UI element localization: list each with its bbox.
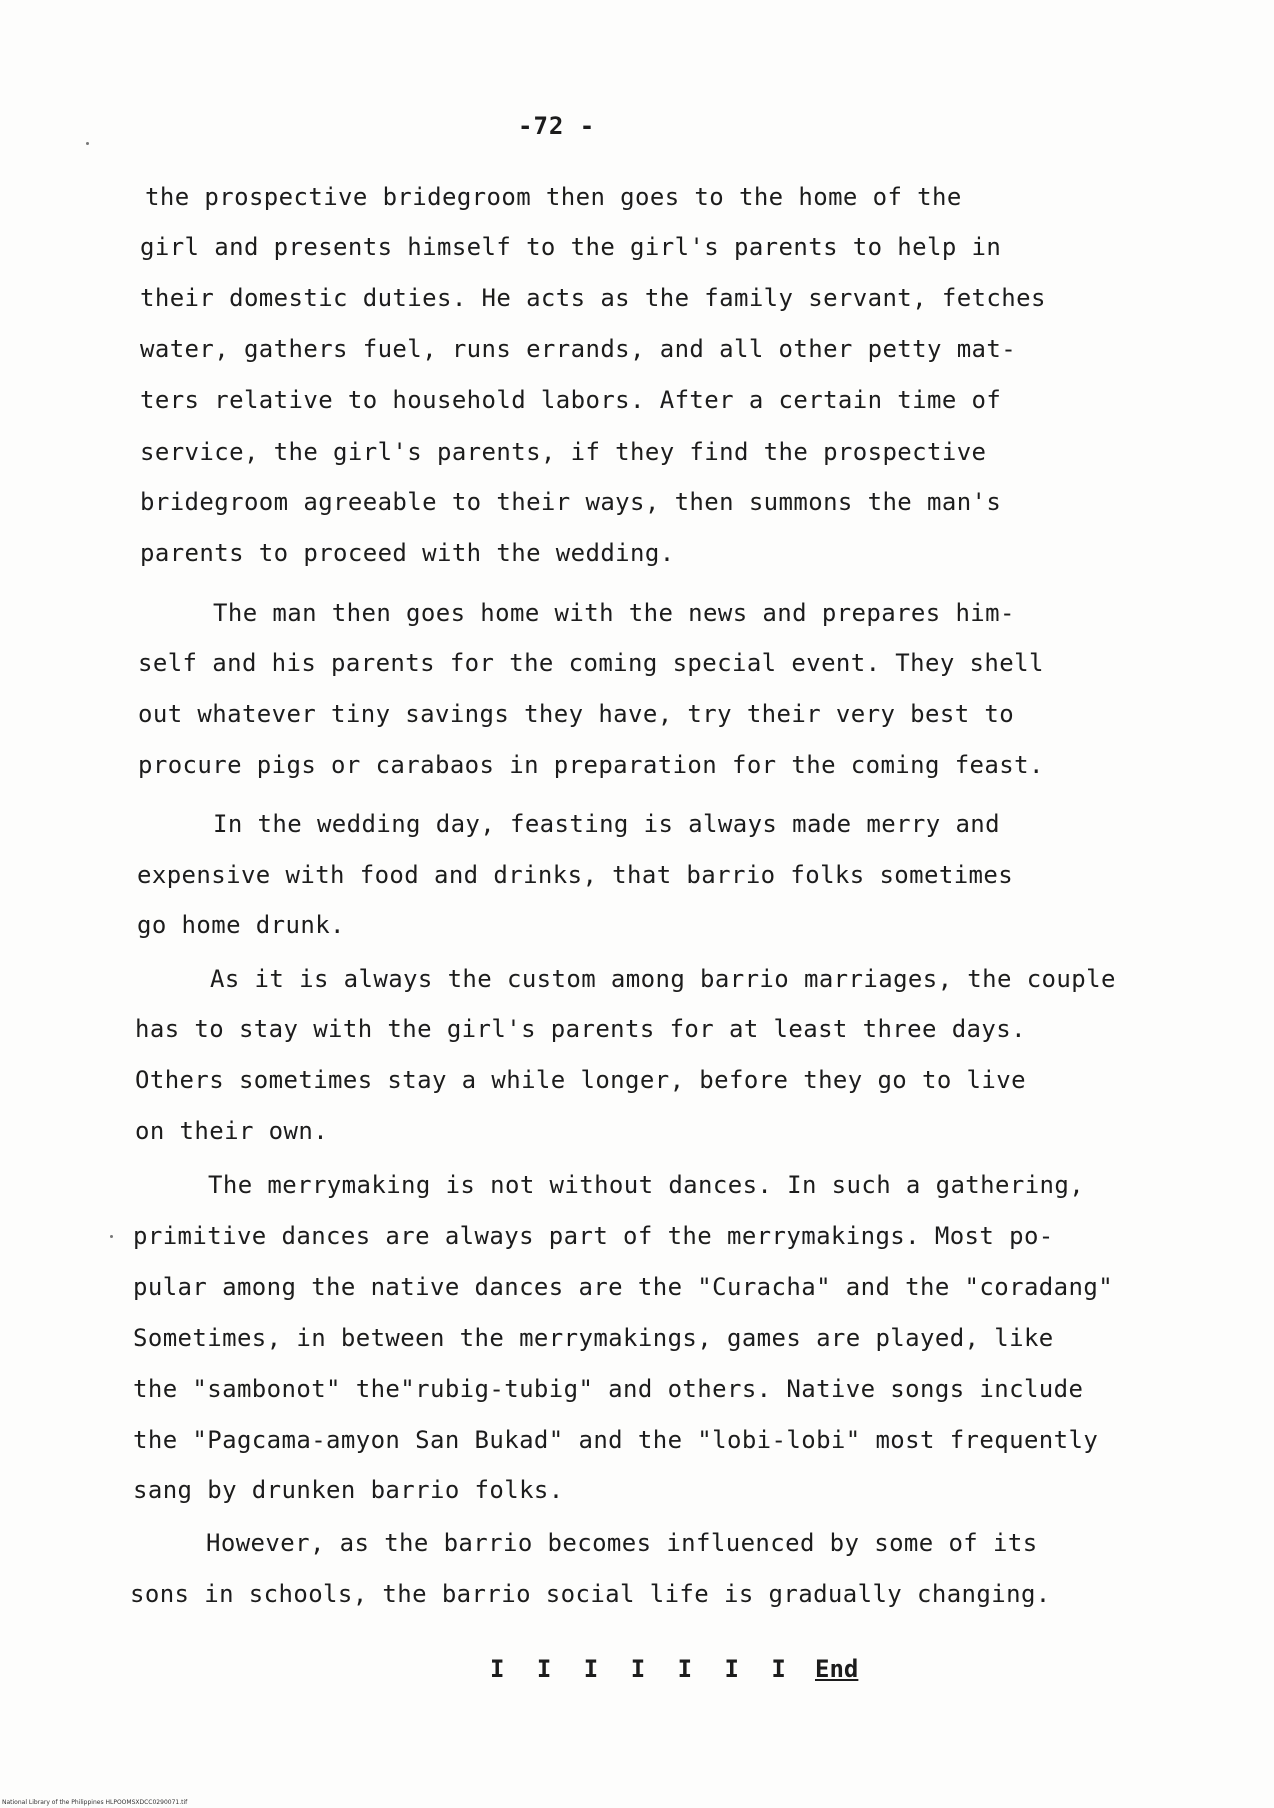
- text-line: expensive with food and drinks, that barrio folks sometimes: [137, 861, 1014, 889]
- end-label: End: [815, 1655, 859, 1683]
- text-line: ters relative to household labors. After a certain time of: [140, 386, 1002, 414]
- text-line: Sometimes, in between the merrymakings, games are played, like: [133, 1324, 1054, 1352]
- text-line: their domestic duties. He acts as the family servant, fetches: [140, 284, 1046, 312]
- text-line: the "sambonot" the"rubig-tubig" and others. Native songs include: [133, 1375, 1084, 1403]
- text-line: The merrymaking is not without dances. In such a gathering,: [208, 1171, 1085, 1199]
- text-line: procure pigs or carabaos in preparation for the coming feast.: [138, 751, 1044, 779]
- text-line: The man then goes home with the news and prepares him-: [213, 599, 1015, 627]
- text-line: parents to proceed with the wedding.: [140, 539, 675, 567]
- text-line: out whatever tiny savings they have, try their very best to: [138, 700, 1015, 728]
- text-line: on their own.: [135, 1117, 329, 1145]
- text-line: has to stay with the girl's parents for at least three days.: [135, 1015, 1026, 1043]
- text-line: self and his parents for the coming special event. They shell: [138, 649, 1044, 677]
- text-line: sang by drunken barrio folks.: [133, 1476, 564, 1504]
- text-line: the "Pagcama-amyon San Bukad" and the "lobi-lobi" most frequently: [133, 1426, 1099, 1454]
- text-line: Others sometimes stay a while longer, before they go to live: [135, 1066, 1026, 1094]
- text-line: pular among the native dances are the "Curacha" and the "coradang": [133, 1273, 1114, 1301]
- text-line: service, the girl's parents, if they find the prospective: [140, 438, 987, 466]
- text-line: go home drunk.: [137, 911, 345, 939]
- text-line: water, gathers fuel, runs errands, and all other petty mat-: [140, 335, 1017, 363]
- text-line: As it is always the custom among barrio marriages, the couple: [210, 965, 1116, 993]
- library-credit: National Library of the Philippines HLPOOMSXDCC0290071.tif: [2, 1799, 188, 1806]
- text-line: sons in schools, the barrio social life is gradually changing.: [130, 1580, 1051, 1608]
- scan-speck: [86, 142, 89, 145]
- text-line: primitive dances are always part of the merrymakings. Most po-: [133, 1222, 1054, 1250]
- text-line: In the wedding day, feasting is always made merry and: [213, 810, 1001, 838]
- text-line: However, as the barrio becomes influenced by some of its: [206, 1529, 1038, 1557]
- text-line: bridegroom agreeable to their ways, then summons the man's: [140, 488, 1002, 516]
- text-line: girl and presents himself to the girl's parents to help in: [140, 233, 1002, 261]
- text-line: the prospective bridegroom then goes to the home of the: [145, 183, 962, 211]
- end-marks: I I I I I I I: [490, 1655, 795, 1683]
- page-number: -72 -: [518, 112, 596, 140]
- scan-speck: [110, 1235, 113, 1238]
